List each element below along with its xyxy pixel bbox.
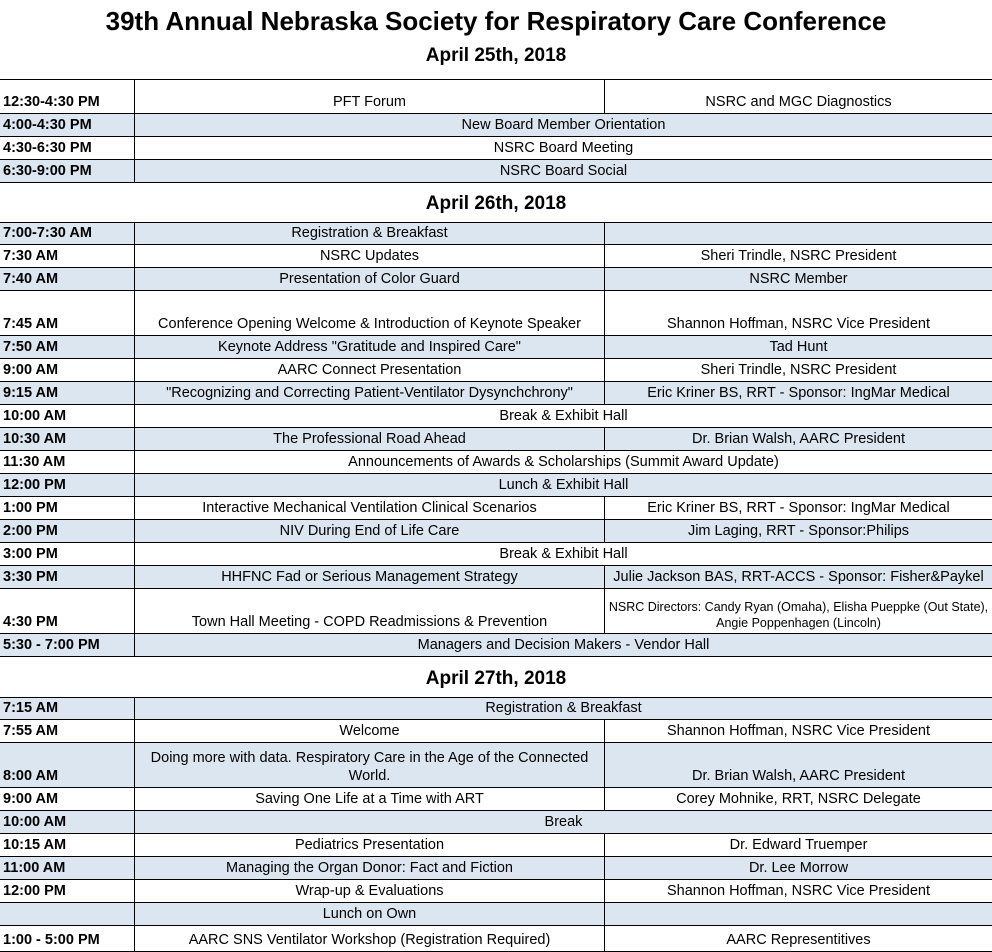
- presenter-cell: Sheri Trindle, NSRC President: [604, 245, 992, 267]
- event-cell: PFT Forum: [134, 80, 604, 113]
- event-cell-merged: Managers and Decision Makers - Vendor Hall: [134, 634, 992, 656]
- time-cell: 10:15 AM: [3, 837, 67, 853]
- event-cell: AARC SNS Ventilator Workshop (Registration Required): [134, 926, 604, 951]
- event-cell-merged: NSRC Board Social: [134, 160, 992, 182]
- event-cell: Keynote Address "Gratitude and Inspired Care": [134, 336, 604, 358]
- schedule-row: [0, 543, 992, 566]
- schedule-row: [0, 697, 992, 720]
- event-cell: Pediatrics Presentation: [134, 834, 604, 856]
- event-cell: Wrap-up & Evaluations: [134, 880, 604, 902]
- event-cell: Conference Opening Welcome & Introduction of Keynote Speaker: [134, 291, 604, 335]
- time-cell: 7:15 AM: [3, 700, 59, 716]
- presenter-cell: Dr. Brian Walsh, AARC President: [604, 743, 992, 787]
- time-cell: 9:15 AM: [3, 385, 59, 401]
- time-cell: 1:00 PM: [3, 500, 58, 516]
- presenter-cell: NSRC Directors: Candy Ryan (Omaha), Elisha Pueppke (Out State), Angie Poppenhagen (Lincoln): [604, 589, 992, 633]
- event-cell: Presentation of Color Guard: [134, 268, 604, 290]
- time-cell: 12:00 PM: [3, 883, 66, 899]
- event-cell-merged: Break & Exhibit Hall: [134, 543, 992, 565]
- event-cell: NSRC Updates: [134, 245, 604, 267]
- schedule-row: [0, 114, 992, 137]
- event-cell: "Recognizing and Correcting Patient-Ventilator Dysynchchrony": [134, 382, 604, 404]
- schedule-row: [0, 566, 992, 589]
- presenter-cell: Eric Kriner BS, RRT - Sponsor: IngMar Medical: [604, 497, 992, 519]
- presenter-cell: Shannon Hoffman, NSRC Vice President: [604, 291, 992, 335]
- presenter-cell: AARC Representitives: [604, 926, 992, 951]
- schedule-row: [0, 743, 992, 788]
- presenter-cell: Corey Mohnike, RRT, NSRC Delegate: [604, 788, 992, 810]
- time-cell: 10:00 AM: [3, 814, 67, 830]
- event-cell: The Professional Road Ahead: [134, 428, 604, 450]
- presenter-cell: Dr. Edward Truemper: [604, 834, 992, 856]
- schedule-row: [0, 926, 992, 952]
- schedule-row: [0, 497, 992, 520]
- schedule-row: [0, 788, 992, 811]
- time-cell: 4:30-6:30 PM: [3, 140, 92, 156]
- day-header: April 26th, 2018: [425, 193, 567, 214]
- time-cell: 7:55 AM: [3, 723, 59, 739]
- time-cell: 5:30 - 7:00 PM: [3, 637, 100, 653]
- time-cell: 4:00-4:30 PM: [3, 117, 92, 133]
- presenter-cell: NSRC and MGC Diagnostics: [604, 80, 992, 113]
- presenter-cell: Julie Jackson BAS, RRT-ACCS - Sponsor: Fisher&Paykel: [604, 566, 992, 588]
- event-cell: HHFNC Fad or Serious Management Strategy: [134, 566, 604, 588]
- schedule-row: [0, 405, 992, 428]
- presenter-cell: [604, 903, 992, 925]
- event-cell-merged: Announcements of Awards & Scholarships (Summit Award Update): [134, 451, 992, 473]
- time-cell: 7:30 AM: [3, 248, 59, 264]
- event-cell: AARC Connect Presentation: [134, 359, 604, 381]
- schedule-row: [0, 520, 992, 543]
- presenter-cell: [604, 223, 992, 244]
- schedule-row: [0, 811, 992, 834]
- time-cell: 4:30 PM: [3, 614, 58, 630]
- presenter-cell: Shannon Hoffman, NSRC Vice President: [604, 720, 992, 742]
- schedule-row: [0, 720, 992, 743]
- time-cell: 10:30 AM: [3, 431, 67, 447]
- schedule-row: [0, 382, 992, 405]
- schedule-row: [0, 160, 992, 183]
- presenter-cell: Tad Hunt: [604, 336, 992, 358]
- schedule-row: [0, 336, 992, 359]
- time-cell: 7:00-7:30 AM: [3, 225, 92, 241]
- time-cell: 9:00 AM: [3, 791, 59, 807]
- time-cell: 2:00 PM: [3, 523, 58, 539]
- time-cell: 7:40 AM: [3, 271, 59, 287]
- event-cell-merged: Lunch & Exhibit Hall: [134, 474, 992, 496]
- time-cell: [0, 903, 134, 925]
- time-cell: 11:30 AM: [3, 454, 66, 470]
- schedule-row: [0, 79, 992, 114]
- presenter-cell: Eric Kriner BS, RRT - Sponsor: IngMar Medical: [604, 382, 992, 404]
- time-cell: 12:00 PM: [3, 477, 66, 493]
- time-cell: 3:30 PM: [3, 569, 58, 585]
- schedule-row: [0, 451, 992, 474]
- day-header: April 25th, 2018: [425, 45, 567, 66]
- time-cell: 8:00 AM: [3, 768, 59, 784]
- event-cell: Town Hall Meeting - COPD Readmissions & Prevention: [134, 589, 604, 633]
- event-cell: Saving One Life at a Time with ART: [134, 788, 604, 810]
- event-cell-merged: Break: [134, 811, 992, 833]
- event-cell: Lunch on Own: [134, 903, 604, 925]
- event-cell-merged: Registration & Breakfast: [134, 698, 992, 719]
- event-cell: Welcome: [134, 720, 604, 742]
- time-cell: 1:00 - 5:00 PM: [3, 932, 100, 948]
- time-cell: 6:30-9:00 PM: [3, 163, 92, 179]
- time-cell: 7:50 AM: [3, 339, 59, 355]
- schedule-row: [0, 880, 992, 903]
- event-cell: NIV During End of Life Care: [134, 520, 604, 542]
- event-cell: Managing the Organ Donor: Fact and Fiction: [134, 857, 604, 879]
- schedule-row: [0, 474, 992, 497]
- presenter-cell: NSRC Member: [604, 268, 992, 290]
- day-header: April 27th, 2018: [425, 668, 567, 689]
- time-cell: 7:45 AM: [3, 316, 59, 332]
- schedule-row: [0, 428, 992, 451]
- presenter-cell: Shannon Hoffman, NSRC Vice President: [604, 880, 992, 902]
- time-cell: 3:00 PM: [3, 546, 58, 562]
- event-cell-merged: Break & Exhibit Hall: [134, 405, 992, 427]
- presenter-cell: Jim Laging, RRT - Sponsor:Philips: [604, 520, 992, 542]
- presenter-cell: Dr. Lee Morrow: [604, 857, 992, 879]
- time-cell: 11:00 AM: [3, 860, 66, 876]
- schedule-row: [0, 268, 992, 291]
- document-title: 39th Annual Nebraska Society for Respiratory Care Conference: [105, 6, 887, 36]
- schedule-row: [0, 245, 992, 268]
- schedule-row: [0, 222, 992, 245]
- time-cell: 10:00 AM: [3, 408, 67, 424]
- schedule-row: [0, 137, 992, 160]
- schedule-row: [0, 291, 992, 336]
- schedule-row: [0, 857, 992, 880]
- schedule-row: [0, 589, 992, 634]
- event-cell-merged: New Board Member Orientation: [134, 114, 992, 136]
- time-cell: 12:30-4:30 PM: [3, 94, 100, 110]
- schedule-row: [0, 359, 992, 382]
- event-cell-merged: NSRC Board Meeting: [134, 137, 992, 159]
- event-cell: Registration & Breakfast: [134, 223, 604, 244]
- event-cell: Doing more with data. Respiratory Care in the Age of the Connected World.: [134, 743, 604, 787]
- schedule-row: [0, 903, 992, 926]
- presenter-cell: Dr. Brian Walsh, AARC President: [604, 428, 992, 450]
- event-cell: Interactive Mechanical Ventilation Clinical Scenarios: [134, 497, 604, 519]
- presenter-cell: Sheri Trindle, NSRC President: [604, 359, 992, 381]
- schedule-row: [0, 634, 992, 657]
- schedule-row: [0, 834, 992, 857]
- time-cell: 9:00 AM: [3, 362, 59, 378]
